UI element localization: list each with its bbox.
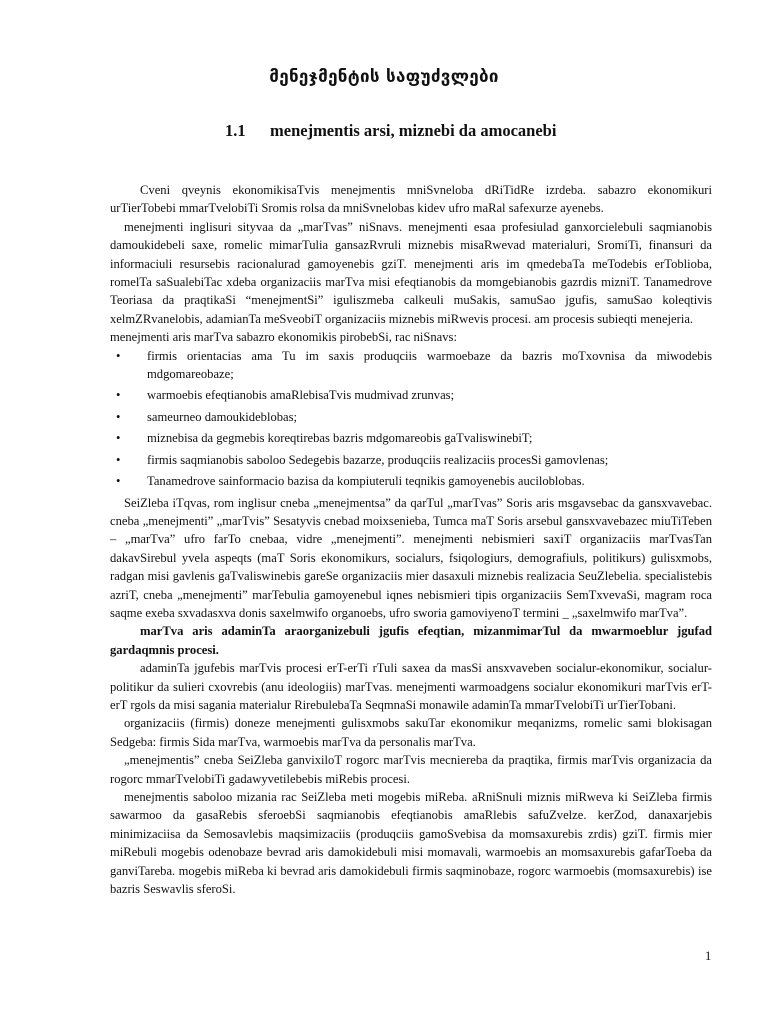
list-item xyxy=(110,472,712,490)
bullet-icon: • xyxy=(116,388,121,403)
page-number: 1 xyxy=(705,949,712,963)
bullet-icon: • xyxy=(116,348,121,363)
bullet-list xyxy=(110,347,712,491)
list-item-text: sameurneo damoukideblobas; xyxy=(147,409,298,424)
paragraph: Cveni qveynis ekonomikisaTvis menejmentis mniSvneloba dRiTidRe izrdeba. sabazro ekonomikuri urTierTobebi mmarTvelobiTi Sromis rolsa da mniSvnelobas kidev ufro maRal safexurze ayenebs. xyxy=(110,183,712,216)
paragraph: SeiZleba iTqvas, rom inglisur cneba „menejmentsa” da qarTul „marTvas” Soris aris msgavsebac da gansxvavebac. cneba „menejmenti” „marTvis” Sesatyvis cnebad moixsenieba, Tumca maT Soris arsebul gansxvavebazec miuTiTeben – „marTva” ufro farTo cnebaa, vidre „menejmenti”. menejmenti nebismieri saxiT organizaciis marTvasTan dakavSirebul yvela aspeqts (maT Soris ekonomikurs, socialurs, fsiqologiurs, demografiuls, politikurs) gulisxmobs, radgan misi gavlenis gaTvaliswinebis gareSe organizaciis mier dasaxuli miznebis realizacia SeuZlebelia. specialistebis azriT, cneba „menejmenti” marTebulia gamoyenebul iqnes nebismieri tipis organizaciis SemTxvevaSi, magram roca saqme exeba sxvadasxva donis saxelmwifo organoebs, ufro sworia gamoviyenoT termini _ „saxelmwifo marTva”. xyxy=(110,495,712,620)
section-heading xyxy=(225,122,556,140)
definition-paragraph: marTva aris adaminTa araorganizebuli jgufis efeqtian, mizanmimarTul da mwarmoeblur jgufad gardaqmnis procesi. xyxy=(110,624,712,657)
list-item xyxy=(110,429,712,447)
list-item-text: warmoebis efeqtianobis amaRlebisaTvis mudmivad zrunvas; xyxy=(147,388,455,403)
paragraph: adaminTa jgufebis marTvis procesi erT-erTi rTuli saxea da masSi ansxvaveben socialur-ekonomikur, socialur-politikur da sulieri cxovrebis (anu ideologiis) marTvas. menejmenti warmoadgens socialur ekonomikuri marTvis erT-erT rgols da misi sagania materialur RirebulebaTa SeqmnaSi monawile adaminTa mmarTvelobiTi urTierTobani. xyxy=(110,661,712,712)
list-item xyxy=(110,347,712,384)
document-body xyxy=(110,181,712,898)
list-item-text: Tanamedrove sainformacio bazisa da kompiuteruli teqnikis gamoyenebis auciloblobas. xyxy=(147,474,585,489)
bullet-icon: • xyxy=(116,474,121,489)
list-item xyxy=(110,386,712,404)
paragraph: „menejmentis” cneba SeiZleba ganvixiloT rogorc marTvis mecniereba da praqtika, firmis marTvis organizacia da rogorc mmarTvelobiTi gadawyvetilebebis miRebis procesi. xyxy=(110,753,712,786)
section-number: 1.1 xyxy=(225,121,246,140)
section-title: menejmentis arsi, miznebi da amocanebi xyxy=(270,121,557,140)
list-item-text: miznebisa da gegmebis koreqtirebas bazris mdgomareobis gaTvaliswinebiT; xyxy=(147,431,533,446)
list-item xyxy=(110,451,712,469)
bullet-icon: • xyxy=(116,452,121,467)
bullet-icon: • xyxy=(116,431,121,446)
document-title: მენეჯმენტის საფუძვლები xyxy=(269,67,499,87)
list-item xyxy=(110,408,712,426)
paragraph: menejmenti aris marTva sabazro ekonomikis pirobebSi, rac niSnavs: xyxy=(110,330,457,345)
paragraph: organizaciis (firmis) doneze menejmenti gulisxmobs sakuTar ekonomikur meqanizms, romelic sami blokisagan Sedgeba: firmis Sida marTva, warmoebis marTva da personalis marTva. xyxy=(110,716,712,749)
paragraph: menejmenti inglisuri sityvaa da „marTvas” niSnavs. menejmenti esaa profesiulad ganxorcielebuli saqmianobis damoukidebeli saxe, romelic mimarTulia gansazRvruli miznebis misaRwevad materialuri, SromiTi, finansuri da informaciuli resursebis racionalurad gamoyenebis gziT. menejmenti aris im qmedebaTa meTodebis erToblioba, romelTa saSualebiTac xdeba organizaciis marTva misi efeqtianobis da momgebianobis gazrdis mizniT. Tanamedrove Teoriasa da praqtikaSi “menejmentSi” iguliszmeba calkeuli muSakis, samuSao jgufis, samuSao koleqtivis xelmZRvanelobis, adamianTa meSveobiT organizaciis miznebis miRwevis procesi. am procesis subieqti menejeria. xyxy=(110,219,712,326)
list-item-text: firmis orientacias ama Tu im saxis produqciis warmoebaze da bazris moTxovnisa da miwodebis mdgomareobaze; xyxy=(147,348,712,382)
list-item-text: firmis saqmianobis saboloo Sedegebis bazarze, produqciis realizaciis procesSi gamovlenas; xyxy=(147,452,609,467)
bullet-icon: • xyxy=(116,409,121,424)
paragraph: menejmentis saboloo mizania rac SeiZleba meti mogebis miReba. aRniSnuli miznis miRweva ki SeiZleba firmis sawarmoo da gasaRebis sferoebSi saqmianobis efeqtianobis amaRlebis safuZvelze. kerZod, danaxarjebis minimizaciisa da Semosavlebis maqsimizaciis (produqciis gamoSvebisa da momsaxurebis zrdis) gziT. firmis mier miRebuli mogebis odenobaze bevrad aris damokidebuli misi momavali, warmoebis an momsaxurebis gafarToeba da ganviTareba. mogebis miReba ki bevrad aris damokidebuli firmis saqminobaze, rogorc warmoebis (momsaxurebis) ise bazris Seswavlis sferoSi. xyxy=(110,790,712,897)
